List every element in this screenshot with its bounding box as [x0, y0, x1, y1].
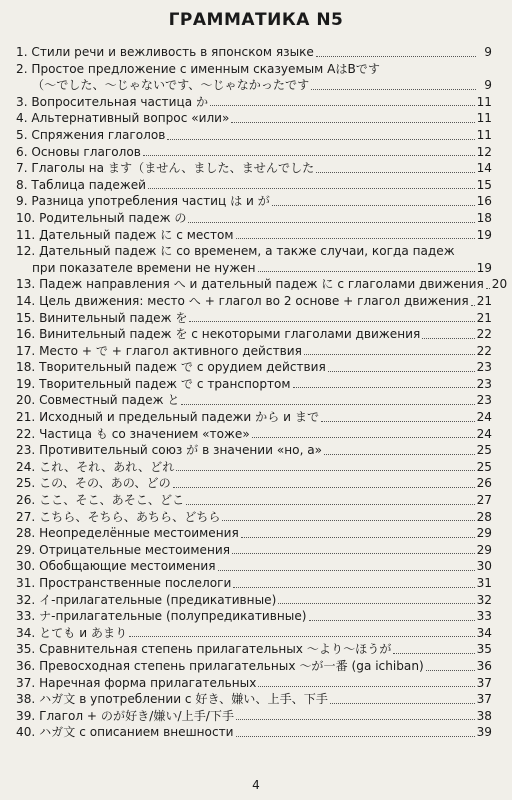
toc-entry-text: 27. こちら、そちら、あちら、どちら	[16, 509, 221, 524]
toc-entry-page: 16	[476, 194, 492, 209]
toc-entry	[16, 509, 492, 526]
toc-entry-page: 38	[476, 708, 492, 723]
toc-entry	[16, 210, 492, 227]
toc-entry-page: 18	[476, 210, 492, 225]
dot-leader	[236, 238, 475, 239]
toc-entry	[16, 691, 492, 708]
dot-leader	[232, 553, 475, 554]
toc-entry	[16, 326, 492, 343]
toc-entry-page: 39	[476, 725, 492, 740]
toc-entry-text: 36. Превосходная степень прилагательных ～が一番 (ga ichiban)	[16, 658, 424, 673]
toc-entry-text: 4. Альтернативный вопрос «или»	[16, 111, 230, 126]
toc-entry-page: 20	[491, 277, 508, 292]
toc-entry-text: 19. Творительный падеж で с транспортом	[16, 376, 291, 391]
toc-entry-text: 18. Творительный падеж で с орудием действия	[16, 360, 326, 375]
toc-entry-text: （～でした、～じゃないです、～じゃなかったです	[32, 78, 310, 93]
toc-entry-text: 25. この、その、あの、どの	[16, 476, 171, 491]
dot-leader	[316, 172, 474, 173]
toc-entry	[16, 160, 492, 177]
toc-entry	[16, 558, 492, 575]
toc-entry	[16, 61, 492, 94]
toc-entry-page: 35	[476, 642, 492, 657]
dot-leader	[231, 122, 474, 123]
toc-entry-text: 10. Родительный падеж の	[16, 210, 187, 225]
toc-entry-text: 32. イ-прилагательные (предикативные)	[16, 592, 277, 607]
toc-entry-page: 15	[476, 177, 492, 192]
toc-entry-text: 33. ナ-прилагательные (полупредикативные)	[16, 609, 307, 624]
toc-entry-text: 5. Спряжения глаголов	[16, 127, 166, 142]
toc-entry	[16, 359, 492, 376]
dot-leader	[167, 139, 474, 140]
toc-entry-page: 14	[476, 161, 492, 176]
dot-leader	[316, 56, 476, 57]
dot-leader	[236, 736, 475, 737]
toc-entry-page: 23	[476, 376, 492, 391]
toc-entry-text: 40. ハガ文 с описанием внешности	[16, 725, 234, 740]
toc-entry	[16, 94, 492, 111]
dot-leader	[311, 89, 476, 90]
toc-entry	[16, 542, 492, 559]
toc-entry-text: 17. Место + で + глагол активного действия	[16, 343, 302, 358]
toc-entry	[16, 227, 492, 244]
toc-entry-text: 13. Падеж направления へ и дательный падеж に с глаголами движения	[16, 277, 484, 292]
toc-entry	[16, 110, 492, 127]
dot-leader	[321, 421, 475, 422]
toc-entry-page: 24	[476, 426, 492, 441]
toc-entry	[16, 177, 492, 194]
toc-entry-page: 19	[476, 260, 492, 275]
toc-entry-text: 35. Сравнительная степень прилагательных ～より～ほうが	[16, 642, 392, 657]
toc-entry	[16, 525, 492, 542]
dot-leader	[188, 222, 474, 223]
toc-entry-page: 21	[476, 293, 493, 308]
toc-entry	[16, 708, 492, 725]
toc-entry	[16, 459, 492, 476]
dot-leader	[426, 670, 475, 671]
toc-entry-page: 25	[476, 459, 492, 474]
dot-leader	[143, 155, 475, 156]
toc-entry-page: 37	[476, 692, 492, 707]
toc-entry-page: 32	[476, 592, 492, 607]
toc-entry	[16, 276, 508, 293]
dot-leader	[176, 470, 474, 471]
dot-leader	[272, 205, 475, 206]
toc-entry	[16, 641, 492, 658]
toc-entry-page: 11	[476, 94, 492, 109]
toc-entry	[16, 392, 492, 409]
toc-entry	[16, 310, 492, 327]
toc-entry	[16, 44, 492, 61]
toc-entry-page: 9	[484, 78, 492, 93]
dot-leader	[210, 105, 475, 106]
toc-entry	[16, 293, 492, 310]
toc-entry	[16, 144, 492, 161]
dot-leader	[218, 570, 475, 571]
toc-entry	[16, 675, 492, 692]
toc-entry-page: 34	[476, 625, 492, 640]
toc-entry-text: 15. Винительный падеж を	[16, 310, 188, 325]
toc-entry-page: 30	[476, 559, 492, 574]
toc-entry	[16, 343, 492, 360]
toc-entry-page: 29	[476, 542, 492, 557]
dot-leader	[233, 587, 474, 588]
dot-leader	[148, 188, 475, 189]
toc-entry-page: 24	[476, 410, 492, 425]
toc-entry	[16, 592, 492, 609]
toc-entry-page: 21	[476, 310, 492, 325]
toc-entry-text: 30. Обобщающие местоимения	[16, 559, 216, 574]
toc-entry-text: 14. Цель движения: место へ + глагол во 2 основе + глагол движения	[16, 293, 469, 308]
dot-leader	[324, 454, 475, 455]
toc-entry	[16, 724, 492, 741]
toc-entry-page: 23	[476, 360, 492, 375]
toc-entry-page: 9	[484, 45, 492, 59]
toc-entry	[16, 243, 492, 276]
page-number: 4	[252, 778, 260, 792]
toc-entry-text: 3. Вопросительная частица か	[16, 94, 209, 109]
toc-entry-page: 23	[476, 393, 492, 408]
toc-entry-page: 36	[476, 658, 492, 673]
dot-leader	[129, 636, 474, 637]
toc-entry-page: 11	[476, 127, 492, 142]
toc-entry	[16, 575, 492, 592]
toc-entry-page: 26	[476, 476, 492, 491]
toc-entry-text: 12. Дательный падеж に со временем, а также случаи, когда падеж	[16, 244, 455, 259]
toc-entry-text: 21. Исходный и предельный падежи から и まで	[16, 410, 320, 425]
toc-entry	[16, 426, 492, 443]
dot-leader	[189, 321, 474, 322]
toc-entry-text: 31. Пространственные послелоги	[16, 576, 232, 590]
toc-entry-text: 16. Винительный падеж を с некоторыми глаголами движения	[16, 327, 421, 342]
toc-entry-text: 20. Совместный падеж と	[16, 393, 180, 408]
dot-leader	[471, 305, 475, 306]
toc-entry-text: 29. Отрицательные местоимения	[16, 542, 231, 557]
dot-leader	[486, 288, 490, 289]
dot-leader	[422, 338, 474, 339]
toc-entry	[16, 658, 492, 675]
toc-entry-page: 29	[476, 526, 492, 541]
toc-entry-page: 27	[476, 493, 492, 508]
toc-entry-text: 1. Стили речи и вежливость в японском языке	[16, 45, 314, 59]
toc-entry-text: 38. ハガ文 в употреблении с 好き、嫌い、上手、下手	[16, 692, 328, 707]
dot-leader	[258, 686, 474, 687]
toc-entry	[16, 492, 492, 509]
dot-leader	[304, 354, 475, 355]
toc-entry-page: 22	[476, 327, 492, 342]
toc-entry-page: 33	[476, 609, 492, 624]
toc-entry-text: 9. Разница употребления частиц は и が	[16, 194, 270, 209]
toc-entry-text: 6. Основы глаголов	[16, 144, 141, 159]
toc-entry-text: 22. Частица も со значением «тоже»	[16, 426, 250, 441]
toc-entry-text: 2. Простое предложение с именным сказуемым AはBです	[16, 61, 380, 76]
toc-entry-page: 12	[476, 144, 492, 159]
dot-leader	[393, 653, 474, 654]
toc-entry-page: 37	[476, 675, 492, 690]
toc-entry-text: при показателе времени не нужен	[32, 260, 256, 275]
dot-leader	[186, 504, 474, 505]
toc-entry-page: 11	[476, 111, 492, 126]
toc-entry-text: 26. ここ、そこ、あそこ、どこ	[16, 493, 185, 508]
toc-entry	[16, 127, 492, 144]
toc-entry	[16, 608, 492, 625]
toc-entry-page: 19	[476, 227, 492, 242]
toc-entry-text: 24. これ、それ、あれ、どれ	[16, 459, 175, 474]
toc-entry-page: 25	[476, 443, 492, 458]
toc-entry-text: 39. Глагол + のが好き/嫌い/上手/下手	[16, 708, 235, 723]
dot-leader	[330, 703, 475, 704]
dot-leader	[236, 719, 475, 720]
dot-leader	[173, 487, 475, 488]
dot-leader	[258, 271, 475, 272]
toc-entry-text: 11. Дательный падеж に с местом	[16, 227, 234, 242]
dot-leader	[222, 520, 474, 521]
toc-entry-text: 34. とても и あまり	[16, 625, 128, 640]
dot-leader	[181, 404, 474, 405]
toc-entry	[16, 409, 492, 426]
toc-entry-text: 37. Наречная форма прилагательных	[16, 675, 257, 690]
toc-entry	[16, 625, 492, 642]
toc-entry	[16, 376, 492, 393]
toc-entry-text: 28. Неопределённые местоимения	[16, 526, 239, 541]
toc-entry	[16, 193, 492, 210]
toc-entry-page: 28	[476, 509, 492, 524]
dot-leader	[293, 387, 475, 388]
toc-entry	[16, 475, 492, 492]
toc-entry	[16, 442, 492, 459]
toc-entry-page: 31	[476, 576, 492, 590]
toc-entry-page: 22	[476, 343, 492, 358]
dot-leader	[309, 620, 475, 621]
toc-entry-text: 7. Глаголы на ます（ません、ました、ませんでした	[16, 161, 315, 176]
toc-entry-text: 8. Таблица падежей	[16, 177, 147, 192]
table-of-contents	[16, 44, 508, 741]
dot-leader	[252, 437, 475, 438]
toc-entry-text: 23. Противительный союз が в значении «но, а»	[16, 443, 323, 458]
dot-leader	[241, 537, 475, 538]
dot-leader	[328, 371, 475, 372]
section-title: ГРАММАТИКА N5	[168, 10, 344, 30]
dot-leader	[278, 603, 474, 604]
